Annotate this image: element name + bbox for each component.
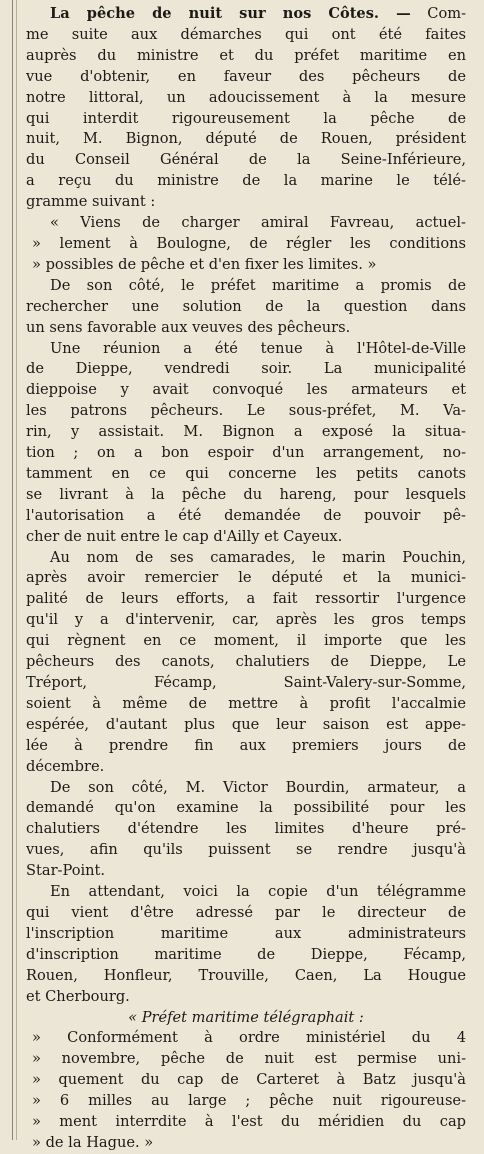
article-line: tamment en ce qui concerne les petits canots xyxy=(26,464,466,482)
article-line: chalutiers d'étendre les limites d'heure pré- xyxy=(26,820,466,838)
article-line: après avoir remercier le député et la munici- xyxy=(26,569,466,587)
article-line: Star-Point. xyxy=(26,862,106,880)
article-line: » ment interrdite à l'est du méridien du cap xyxy=(32,1113,466,1131)
article-line: « Viens de charger amiral Favreau, actuel- xyxy=(50,214,466,232)
article-line: De son côté, M. Victor Bourdin, armateur, a xyxy=(50,778,466,796)
article-line: gramme suivant : xyxy=(26,193,156,211)
article-line: palité de leurs efforts, a fait ressortir l'urgence xyxy=(26,590,466,608)
article-line: vue d'obtenir, en faveur des pêcheurs de xyxy=(26,67,466,85)
article-line: Rouen, Honfleur, Trouville, Caen, La Hougue xyxy=(26,966,466,984)
article-line: » de la Hague. » xyxy=(32,1133,154,1151)
article-line: d'inscription maritime de Dieppe, Fécamp, xyxy=(26,945,466,963)
article-line: cher de nuit entre le cap d'Ailly et Cayeux. xyxy=(26,527,343,545)
article-line: espérée, d'autant plus que leur saison est appe- xyxy=(26,715,466,733)
article-line: lée à prendre fin aux premiers jours de xyxy=(26,736,466,754)
article-line: tion ; on a bon espoir d'un arrangement, no- xyxy=(26,444,466,462)
article-line: » possibles de pêche et d'en fixer les limites. » xyxy=(32,255,377,273)
article-line: l'autorisation a été demandée de pouvoir pê- xyxy=(26,506,466,524)
article-title: La pêche de nuit sur nos Côtes. — xyxy=(50,5,411,22)
article-line: qui vient d'être adressé par le directeur de xyxy=(26,903,466,921)
article-line: qui règnent en ce moment, il importe que les xyxy=(26,632,466,650)
article-first-line-text: Com- xyxy=(427,5,466,22)
article-line: rechercher une solution de la question dans xyxy=(26,297,466,315)
article-line: notre littoral, un adoucissement à la mesure xyxy=(26,88,466,106)
article-line: soient à même de mettre à profit l'accalmie xyxy=(26,694,466,712)
article-line: décembre. xyxy=(26,757,105,775)
article-line: Au nom de ses camarades, le marin Pouchin, xyxy=(50,548,466,566)
article-line: Une réunion a été tenue à l'Hôtel-de-Ville xyxy=(50,339,466,357)
article-line: « Préfet maritime télégraphait : xyxy=(128,1008,364,1026)
article-line: se livrant à la pêche du hareng, pour lesquels xyxy=(26,485,466,503)
article-line: de Dieppe, vendredi soir. La municipalité xyxy=(26,360,466,378)
article-line: » Conformément à ordre ministériel du 4 xyxy=(32,1029,466,1047)
article-line: me suite aux démarches qui ont été faites xyxy=(26,25,466,43)
article-line: rin, y assistait. M. Bignon a exposé la situa- xyxy=(26,423,466,441)
article-line: Tréport, Fécamp, Saint-Valery-sur-Somme, xyxy=(26,674,466,691)
article-line: » 6 milles au large ; pêche nuit rigoureuse- xyxy=(32,1092,466,1110)
article-line: » novembre, pêche de nuit est permise uni- xyxy=(32,1050,466,1068)
article-line: qui interdit rigoureusement la pêche de xyxy=(26,109,466,127)
column-rule-inner xyxy=(16,0,17,1140)
article-line: et Cherbourg. xyxy=(26,987,130,1005)
article-line: du Conseil Général de la Seine-Inférieure, xyxy=(26,151,466,169)
article-line: De son côté, le préfet maritime a promis de xyxy=(50,276,466,294)
article-line: l'inscription maritime aux administrateurs xyxy=(26,924,466,942)
article-line: les patrons pêcheurs. Le sous-préfet, M. Va- xyxy=(26,402,466,420)
article-line: demandé qu'on examine la possibilité pour les xyxy=(26,799,466,817)
article-body xyxy=(26,25,466,1154)
article-line: pêcheurs des canots, chalutiers de Dieppe, Le xyxy=(26,653,466,671)
article-line: » lement à Boulogne, de régler les conditions xyxy=(32,234,466,252)
article-line: nuit, M. Bignon, député de Rouen, président xyxy=(26,130,466,148)
article-first-line xyxy=(26,4,466,25)
article-line: » quement du cap de Carteret à Batz jusqu'à xyxy=(32,1071,466,1089)
article-line: En attendant, voici la copie d'un télégramme xyxy=(50,883,466,901)
column-rule xyxy=(12,0,13,1140)
article-line: a reçu du ministre de la marine le télé- xyxy=(26,172,466,190)
article-line: qu'il y a d'intervenir, car, après les gros temps xyxy=(26,611,466,629)
article-line: dieppoise y avait convoqué les armateurs et xyxy=(26,381,466,399)
article-line: auprès du ministre et du préfet maritime en xyxy=(26,46,466,64)
article-line: un sens favorable aux veuves des pêcheurs. xyxy=(26,318,351,336)
article-line: vues, afin qu'ils puissent se rendre jusqu'à xyxy=(26,841,466,859)
